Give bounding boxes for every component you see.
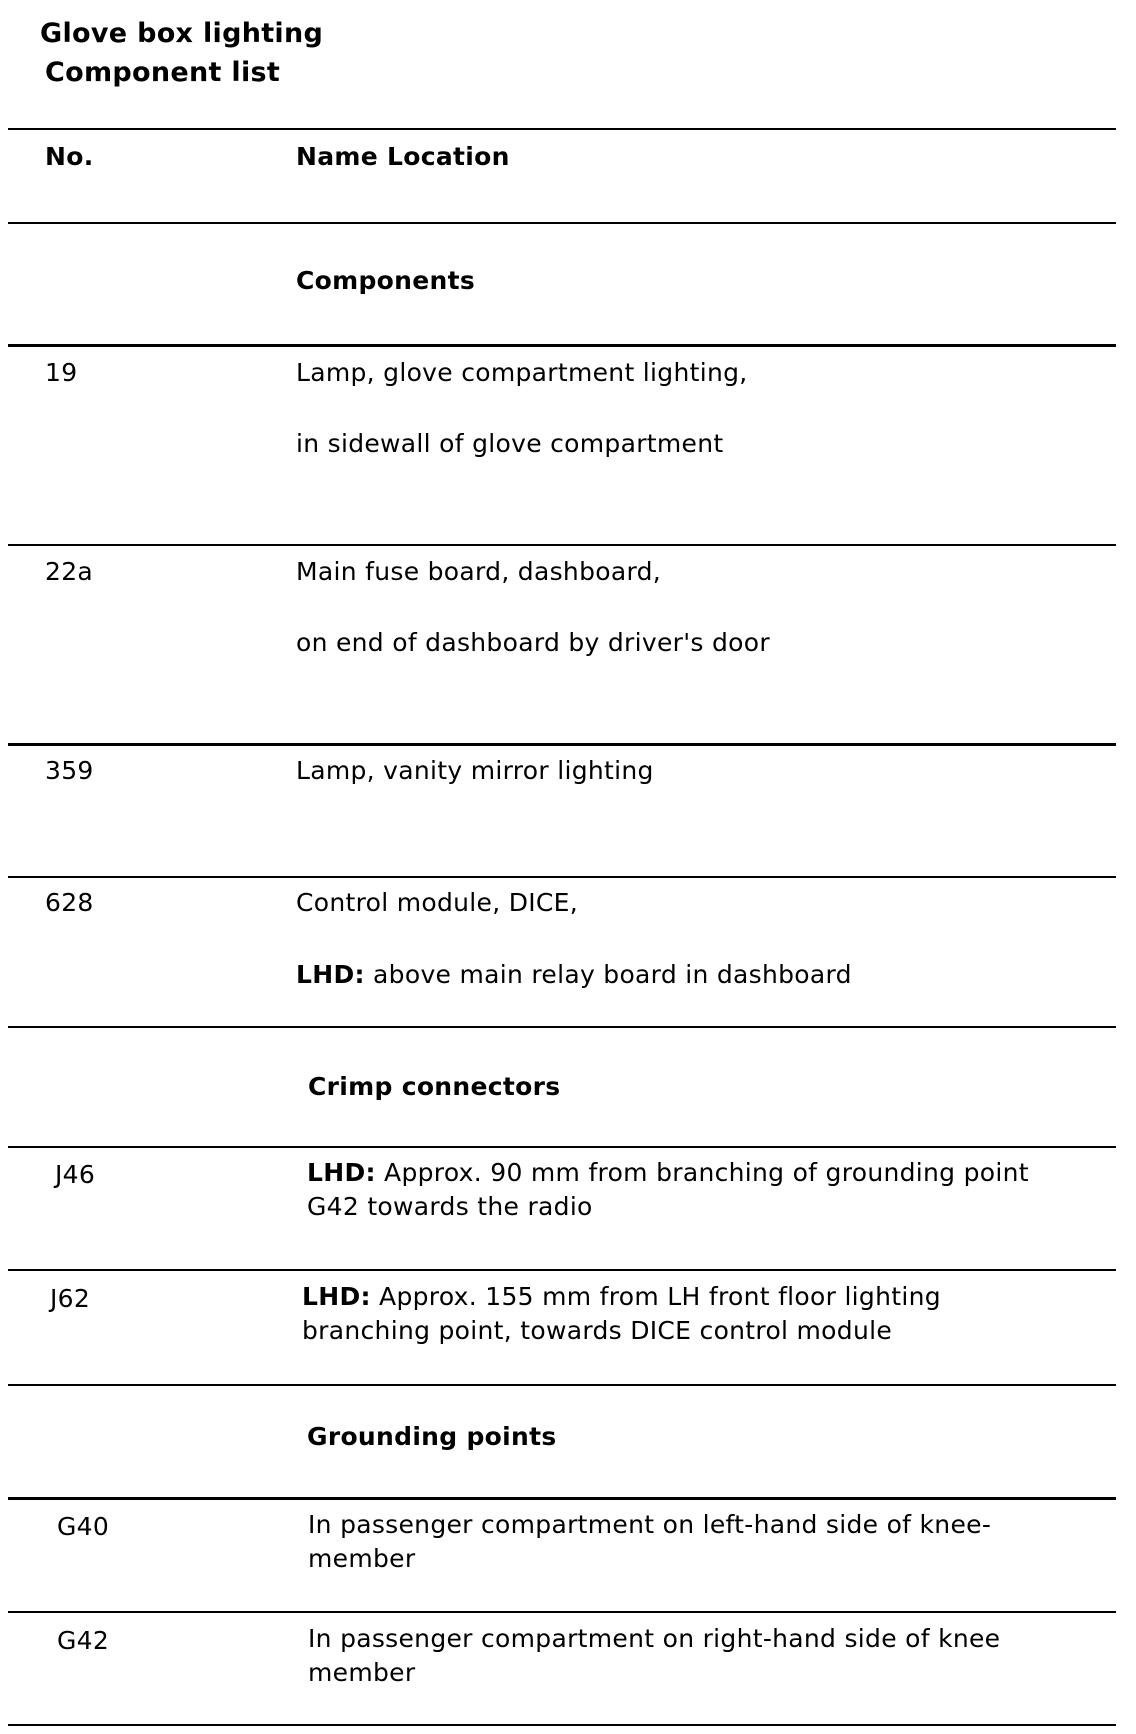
row-description: [308, 1508, 991, 1576]
row-description-line1: In passenger compartment on left-hand side of knee-: [308, 1510, 992, 1539]
row-location: in sidewall of glove compartment: [296, 429, 724, 458]
row-rule: [8, 1146, 1116, 1148]
row-description-line2: G42 towards the radio: [307, 1192, 593, 1221]
row-location: [296, 960, 852, 989]
row-location-text: above main relay board in dashboard: [364, 960, 852, 989]
row-number: J62: [50, 1284, 91, 1313]
lhd-label: LHD:: [307, 1158, 376, 1187]
row-rule: [8, 1026, 1116, 1028]
row-description: [302, 1280, 941, 1348]
row-description-line2: member: [308, 1658, 416, 1687]
row-number: 19: [45, 358, 78, 387]
table-bottom-rule: [8, 1724, 1116, 1726]
row-number: 359: [45, 756, 94, 785]
doc-title: Glove box lighting: [40, 18, 324, 49]
lhd-label: LHD:: [302, 1282, 371, 1311]
row-number: J46: [55, 1160, 96, 1189]
row-number: G40: [57, 1512, 110, 1541]
doc-subtitle: Component list: [45, 57, 281, 88]
row-number: 22a: [45, 557, 94, 586]
row-rule: [8, 1384, 1116, 1386]
row-description-line1: Approx. 90 mm from branching of grounding point: [375, 1158, 1029, 1187]
row-description: [308, 1622, 1000, 1690]
row-name: Lamp, glove compartment lighting,: [296, 358, 748, 387]
row-rule: [8, 743, 1116, 746]
row-rule: [8, 1269, 1116, 1271]
row-description-line1: In passenger compartment on right-hand side of knee: [308, 1624, 1001, 1653]
row-description: [307, 1156, 1029, 1224]
row-name: Main fuse board, dashboard,: [296, 557, 662, 586]
row-rule: [8, 544, 1116, 546]
row-description-line1: Approx. 155 mm from LH front floor lighting: [370, 1282, 941, 1311]
row-description-line2: branching point, towards DICE control module: [302, 1316, 893, 1345]
row-description-line2: member: [308, 1544, 416, 1573]
table-top-rule: [8, 128, 1116, 130]
row-name: Control module, DICE,: [296, 888, 579, 917]
section-heading-components: Components: [296, 266, 476, 295]
row-rule: [8, 1497, 1116, 1500]
column-header-no: No.: [45, 142, 94, 171]
row-number: 628: [45, 888, 94, 917]
row-location: on end of dashboard by driver's door: [296, 628, 770, 657]
section-heading-grounding-points: Grounding points: [307, 1422, 557, 1451]
row-name: Lamp, vanity mirror lighting: [296, 756, 654, 785]
row-number: G42: [57, 1626, 110, 1655]
lhd-label: LHD:: [296, 960, 365, 989]
column-header-name-location: Name Location: [296, 142, 510, 171]
section-heading-crimp-connectors: Crimp connectors: [308, 1072, 561, 1101]
row-rule: [8, 344, 1116, 347]
row-rule: [8, 1611, 1116, 1613]
row-rule: [8, 876, 1116, 878]
header-rule: [8, 222, 1116, 224]
